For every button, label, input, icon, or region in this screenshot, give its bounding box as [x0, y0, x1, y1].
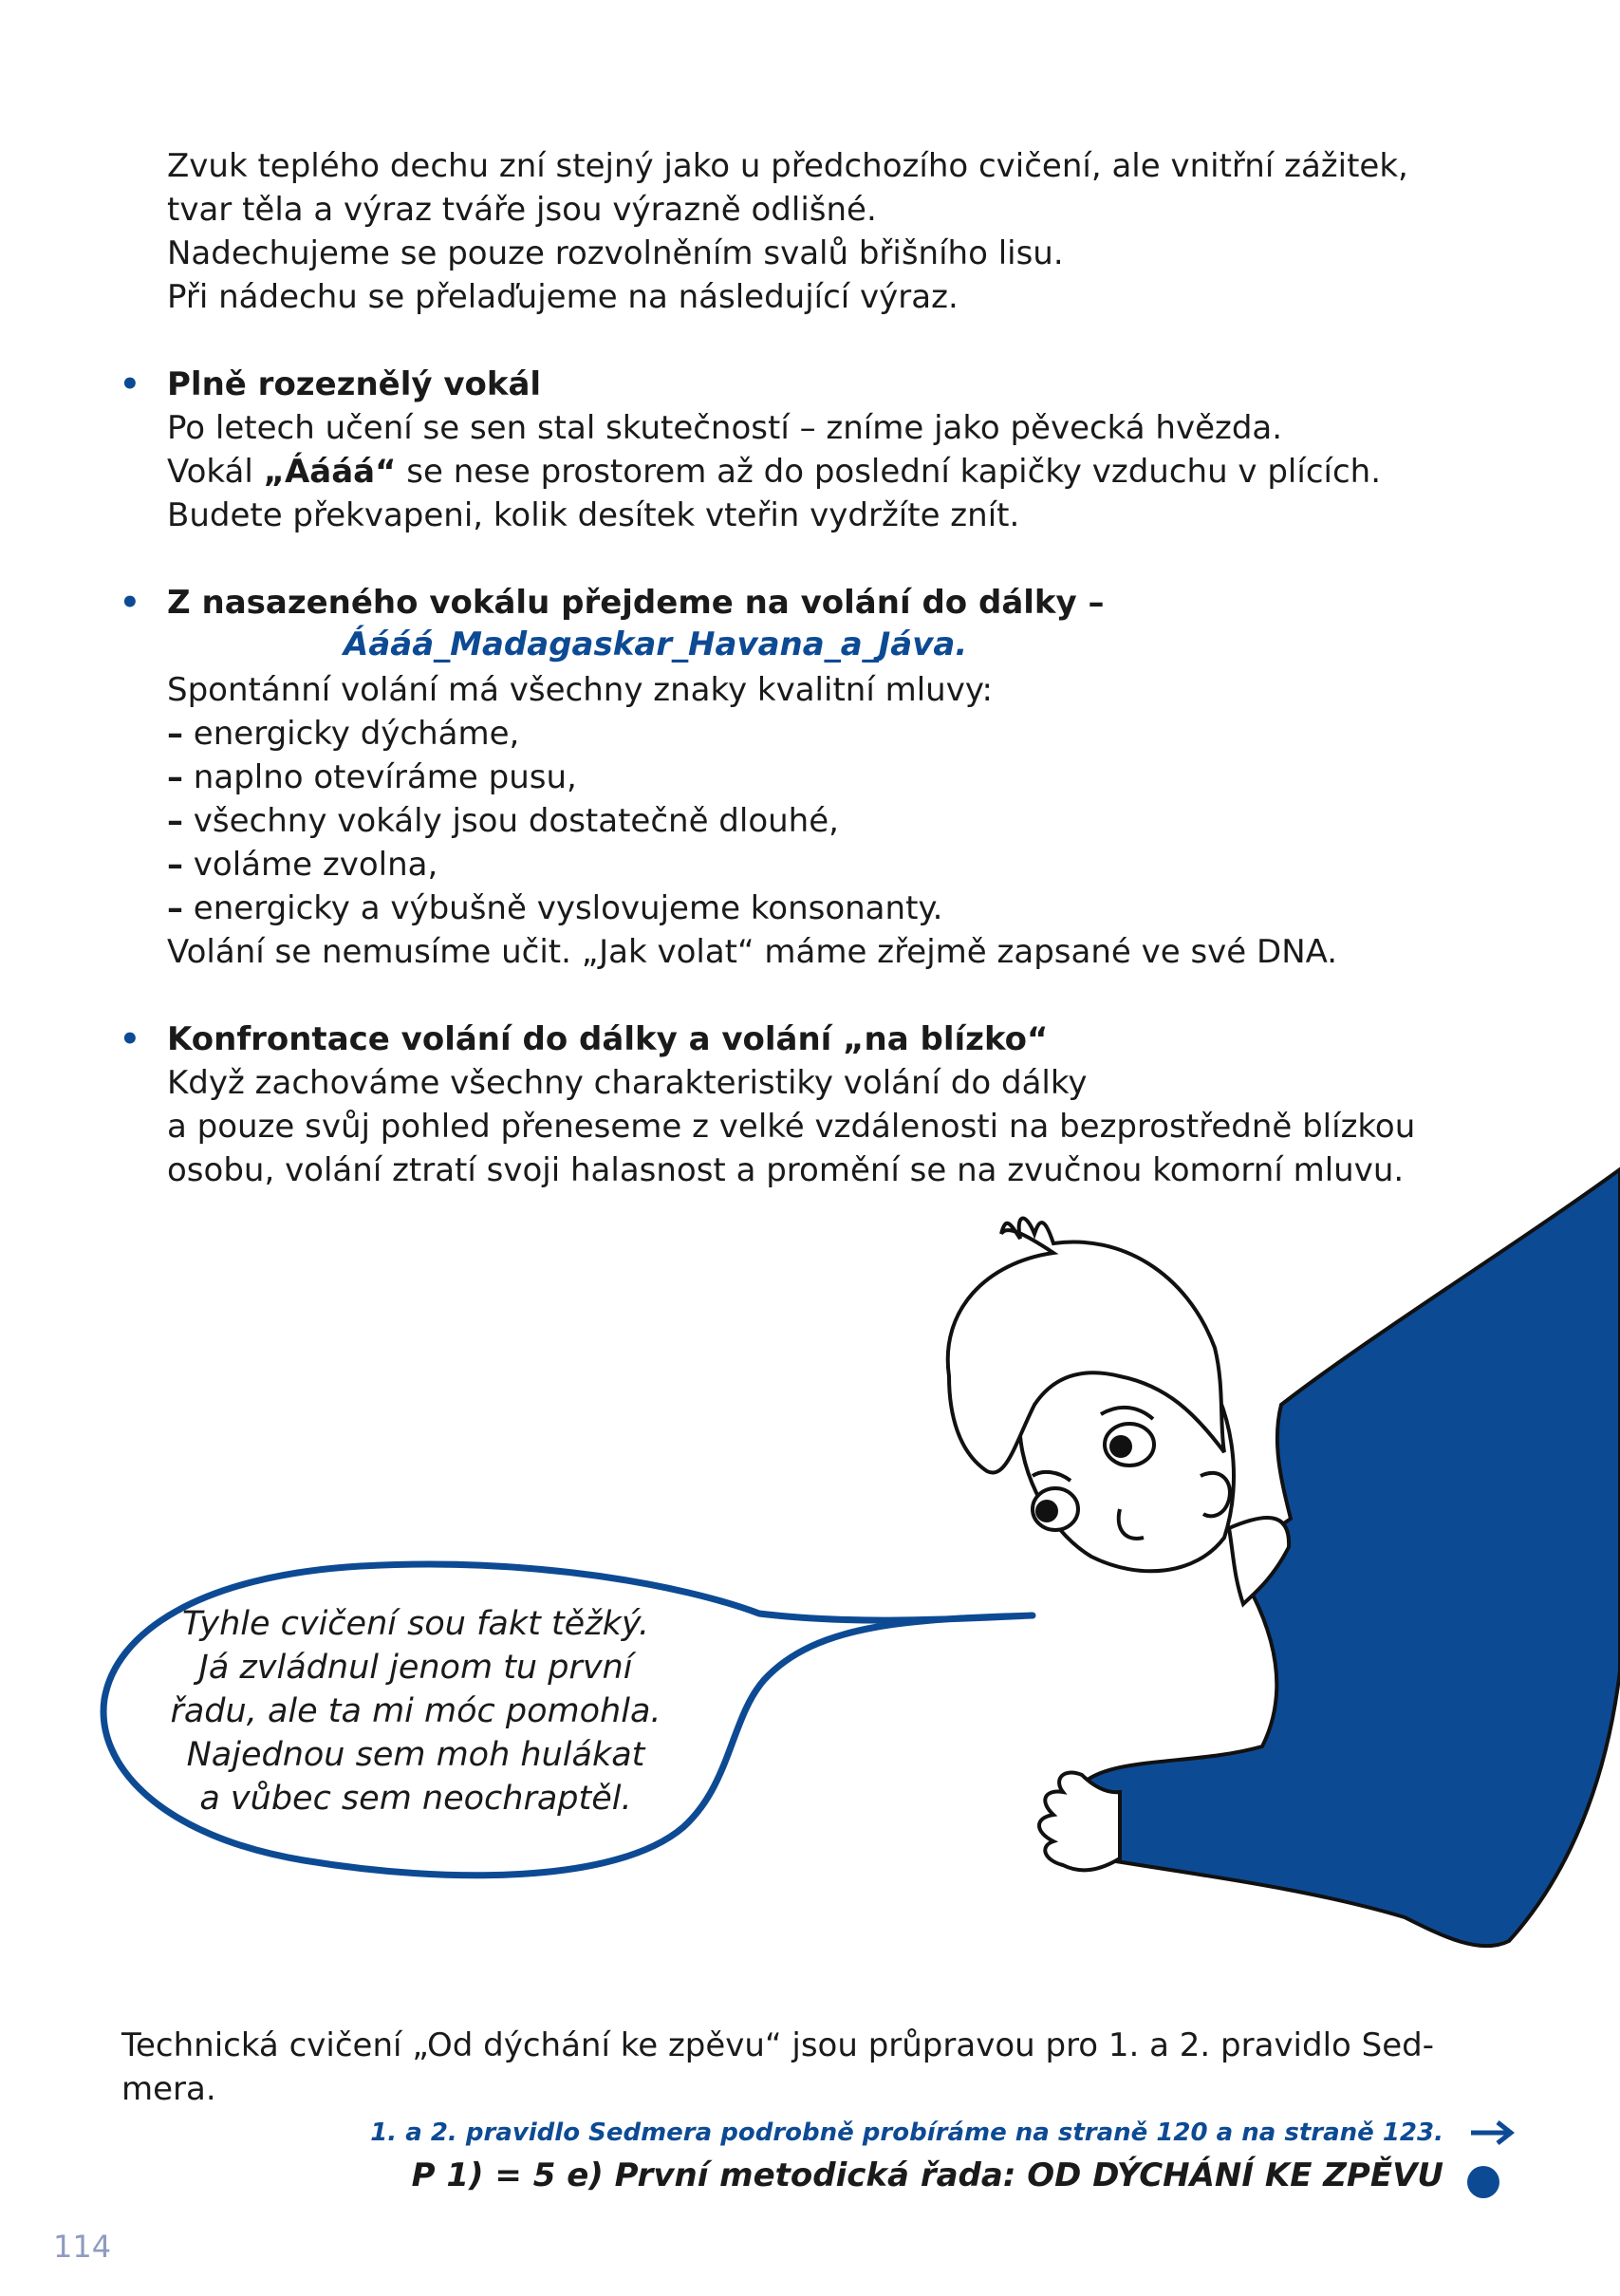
- list-item: – energicky dýcháme,: [167, 715, 520, 753]
- bubble-line: řadu, ale ta mi móc pomohla.: [170, 1692, 661, 1730]
- vokal-prefix: Vokál: [167, 453, 264, 491]
- intro-paragraph: [167, 144, 1477, 319]
- section-line: Volání se nemusíme učit. „Jak volat“ máme zřejmě zapsané ve své DNA.: [167, 933, 1338, 971]
- bubble-line: Najednou sem moh hulákat: [186, 1736, 645, 1774]
- footer-paragraph: [121, 2024, 1450, 2111]
- calling-phrase: Áááá_Madagaskar_Havana_a_Jáva.: [344, 625, 968, 663]
- vokal-suffix: se nese prostorem až do poslední kapičky vzduchu v plících.: [396, 453, 1382, 491]
- list-item: – naplno otevíráme pusu,: [167, 758, 577, 796]
- section-line: Budete překvapeni, kolik desítek vteřin vydržíte znít.: [167, 496, 1020, 534]
- section-line: [167, 450, 1477, 494]
- list-item: – všechny vokály jsou dostatečně dlouhé,: [167, 802, 839, 840]
- bullet-icon: •: [120, 584, 140, 622]
- section-line: osobu, volání ztratí svoji halasnost a promění se na zvučnou komorní mluvu.: [167, 1151, 1405, 1189]
- section-heading: Z nasazeného vokálu přejdeme na volání do dálky –: [167, 584, 1105, 622]
- pupil-right: [1109, 1435, 1132, 1458]
- list-item: – energicky a výbušně vyslovujeme konsonanty.: [167, 889, 943, 927]
- section-heading: Plně rozeznělý vokál: [167, 365, 542, 403]
- page-number: 114: [53, 2229, 112, 2265]
- section-title: P 1) = 5 e) První metodická řada: OD DÝCHÁNÍ KE ZPĚVU: [411, 2156, 1443, 2194]
- section-line: Spontánní volání má všechny znaky kvalitní mluvy:: [167, 671, 993, 709]
- speech-bubble-text: [159, 1602, 672, 1820]
- arrow-right-icon: [1469, 2119, 1515, 2146]
- list-item: – voláme zvolna,: [167, 846, 438, 884]
- cartoon-illustration: [0, 1158, 1620, 2012]
- bullet-icon: •: [120, 1020, 140, 1058]
- footer-line: Technická cvičení „Od dýchání ke zpěvu“ jsou průpravou pro 1. a 2. pravidlo Sed-: [121, 2026, 1434, 2064]
- footer-line: mera.: [121, 2070, 216, 2108]
- section-heading: Konfrontace volání do dálky a volání „na blízko“: [167, 1020, 1049, 1058]
- pupil-left: [1035, 1500, 1058, 1522]
- section-line: Když zachováme všechny charakteristiky volání do dálky: [167, 1064, 1088, 1102]
- section-plne-rozeznely-vokal: [167, 363, 1477, 537]
- section-dot-icon: [1467, 2166, 1499, 2198]
- intro-line: Nadechujeme se pouze rozvolněním svalů břišního lisu.: [167, 234, 1064, 272]
- vokal-sound: „Áááá“: [263, 453, 397, 491]
- crossref-link[interactable]: 1. a 2. pravidlo Sedmera podrobně probíráme na straně 120 a na straně 123.: [370, 2119, 1443, 2147]
- intro-line: tvar těla a výraz tváře jsou výrazně odlišné.: [167, 191, 877, 229]
- bubble-line: a vůbec sem neochraptěl.: [199, 1780, 632, 1818]
- bullet-icon: •: [120, 365, 140, 403]
- intro-line: Při nádechu se přelaďujeme na následující výraz.: [167, 278, 959, 316]
- section-line: a pouze svůj pohled přeneseme z velké vzdálenosti na bezprostředně blízkou: [167, 1108, 1416, 1146]
- section-line: Po letech učení se sen stal skutečností – zníme jako pěvecká hvězda.: [167, 409, 1283, 447]
- bubble-line: Tyhle cvičení sou fakt těžký.: [182, 1605, 649, 1643]
- intro-line: Zvuk teplého dechu zní stejný jako u předchozího cvičení, ale vnitřní zážitek,: [167, 147, 1408, 185]
- bubble-line: Já zvládnul jenom tu první: [198, 1649, 633, 1687]
